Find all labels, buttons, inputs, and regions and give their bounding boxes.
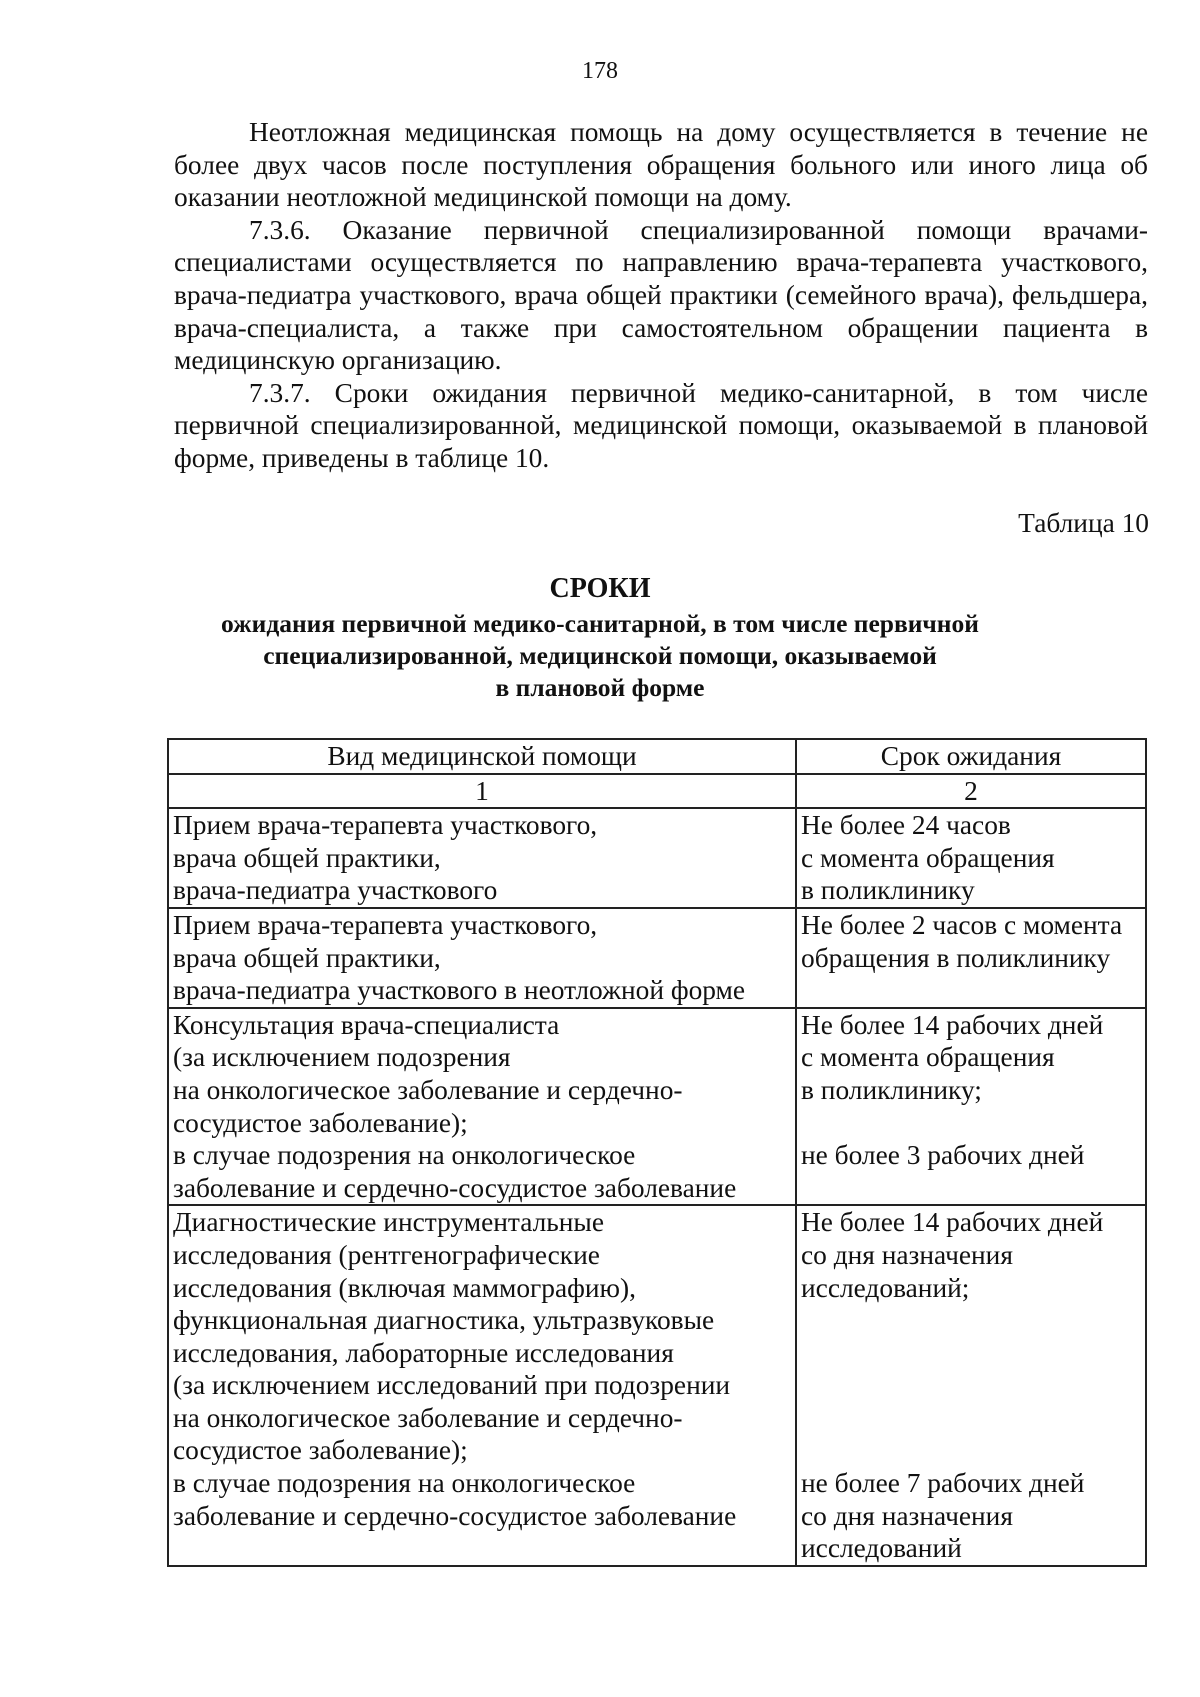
title-line-1: ожидания первичной медико-санитарной, в том числе первичной xyxy=(221,609,979,638)
text-line: Прием врача-терапевта участкового, xyxy=(173,909,598,940)
text-line: со дня назначения xyxy=(801,1239,1013,1270)
text-line: Не более 24 часов xyxy=(801,810,1011,841)
column-header-type: Вид медицинской помощи xyxy=(168,739,796,774)
text-line: не более 7 рабочих дней xyxy=(801,1468,1085,1499)
care-type-cell xyxy=(168,908,796,1008)
text-line: врача общей практики, xyxy=(173,842,441,873)
text-line: (за исключением исследований при подозрении xyxy=(173,1370,731,1401)
term-general xyxy=(801,1206,1141,1304)
text-line: обращения в поликлинику xyxy=(801,942,1111,973)
term-suspected xyxy=(801,1467,1141,1565)
paragraph-7-3-6: 7.3.6. Оказание первичной специализированной помощи врачами-специалистами осуществляется по направлению врача-терапевта участкового, врача-педиатра участкового, врача общей практики (семейного врача), фельдшера, врача-специалиста, а также при самостоятельном обращении пациента в медицинскую организацию. xyxy=(174,214,1148,376)
table-row xyxy=(168,1205,1146,1566)
term-cell xyxy=(796,1205,1146,1566)
text-line: в поликлинику; xyxy=(801,1074,982,1105)
text-line: с момента обращения xyxy=(801,1042,1055,1073)
text-line: Прием врача-терапевта участкового, xyxy=(173,810,598,841)
term-suspected xyxy=(801,1139,1141,1172)
text-line: не более 3 рабочих дней xyxy=(801,1140,1085,1171)
care-type-cell xyxy=(168,1205,796,1566)
care-type-cell xyxy=(168,808,796,908)
text-line: со дня назначения xyxy=(801,1500,1013,1531)
column-number-row xyxy=(168,774,1146,809)
column-number-2: 2 xyxy=(796,774,1146,809)
text-line: Диагностические инструментальные xyxy=(173,1207,604,1238)
paragraph-7-3-7: 7.3.7. Сроки ожидания первичной медико-санитарной, в том числе первичной специализированной, медицинской помощи, оказываемой в плановой форме, приведены в таблице 10. xyxy=(174,377,1148,473)
text-line: сосудистое заболевание); xyxy=(173,1435,468,1466)
body-text xyxy=(174,116,1148,475)
term-cell xyxy=(796,908,1146,1008)
page-number: 178 xyxy=(582,58,618,84)
term-general xyxy=(801,1009,1141,1107)
text-line: сосудистое заболевание); xyxy=(173,1107,468,1138)
text-line: Консультация врача-специалиста xyxy=(173,1009,560,1040)
text-line: функциональная диагностика, ультразвуковые xyxy=(173,1305,715,1336)
text-line: заболевание и сердечно-сосудистое заболевание xyxy=(173,1172,737,1203)
title-main: СРОКИ xyxy=(549,573,651,604)
table-title xyxy=(0,570,1200,704)
term-cell xyxy=(796,1008,1146,1206)
text-line: исследования, лабораторные исследования xyxy=(173,1337,674,1368)
text-line: исследований; xyxy=(801,1272,970,1303)
text-line: врача-педиатра участкового в неотложной форме xyxy=(173,975,746,1006)
text-line: врача-педиатра участкового xyxy=(173,875,498,906)
text-line: врача общей практики, xyxy=(173,942,441,973)
column-number-1: 1 xyxy=(168,774,796,809)
title-line-2: специализированной, медицинской помощи, оказываемой xyxy=(263,641,937,670)
text-line: на онкологическое заболевание и сердечно- xyxy=(173,1074,683,1105)
care-type-cell xyxy=(168,1008,796,1206)
waiting-terms-table xyxy=(167,738,1147,1567)
text-line: в поликлинику xyxy=(801,875,975,906)
text-line: (за исключением подозрения xyxy=(173,1042,511,1073)
text-line: с момента обращения xyxy=(801,842,1055,873)
table-row xyxy=(168,1008,1146,1206)
column-header-term: Срок ожидания xyxy=(796,739,1146,774)
paragraph-home-emergency: Неотложная медицинская помощь на дому осуществляется в течение не более двух часов после поступления обращения больного или иного лица об оказании неотложной медицинской помощи на дому. xyxy=(174,117,1148,213)
text-line: Не более 14 рабочих дней xyxy=(801,1207,1104,1238)
table-row xyxy=(168,808,1146,908)
text-line: на онкологическое заболевание и сердечно- xyxy=(173,1402,683,1433)
table-row xyxy=(168,908,1146,1008)
text-line: Не более 2 часов с момента xyxy=(801,909,1123,940)
text-line: исследований xyxy=(801,1533,962,1564)
text-line: Не более 14 рабочих дней xyxy=(801,1009,1104,1040)
text-line: в случае подозрения на онкологическое xyxy=(173,1140,636,1171)
text-line: исследования (включая маммографию), xyxy=(173,1272,636,1303)
title-line-3: в плановой форме xyxy=(495,673,705,702)
text-line: исследования (рентгенографические xyxy=(173,1239,600,1270)
text-line: в случае подозрения на онкологическое xyxy=(173,1468,636,1499)
text-line: заболевание и сердечно-сосудистое заболевание xyxy=(173,1500,737,1531)
term-cell xyxy=(796,808,1146,908)
table-header-row xyxy=(168,739,1146,774)
table-label: Таблица 10 xyxy=(1018,508,1149,538)
